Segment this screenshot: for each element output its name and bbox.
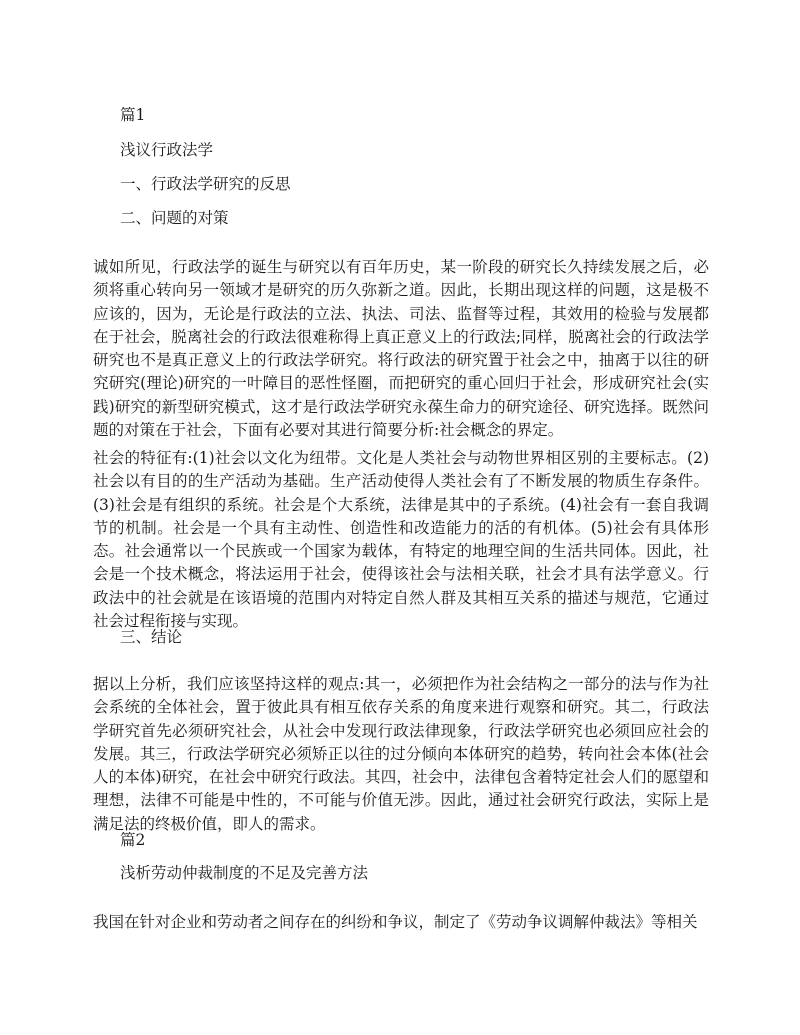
section-heading-1: 一、行政法学研究的反思 [120,175,291,193]
paragraph-2: 社会的特征有:(1)社会以文化为纽带。文化是人类社会与动物世界相区别的主要标志。(2)社会以有目的的生产活动为基础。生产活动使得人类社会有了不断发展的物质生存条件。(3)社会是有组织的系统。社会是个大系统，法律是其中的子系统。(4)社会有一套自我调节的机制。社会是一个具有主动性、创造性和改造能力的活的有机体。(5)社会有具体形态。社会通常以一个民族或一个国家为载体，有特定的地理空间的生活共同体。因此，社会是一个技术概念，将法运用于社会，使得该社会与法相关联，社会才具有法学意义。行政法中的社会就是在该语境的范围内对特定自然人群及其相互关系的描述与规范，它通过社会过程衔接与实现。 [93,449,709,631]
paragraph-3: 据以上分析，我们应该坚持这样的观点:其一，必须把作为社会结构之一部分的法与作为社会系统的全体社会，置于彼此具有相互依存关系的角度来进行观察和研究。其二，行政法学研究首先必须研究社会，从社会中发现行政法律现象，行政法学研究也必须回应社会的发展。其三，行政法学研究必须矫正以往的过分倾向本体研究的趋势，转向社会本体(社会人的本体)研究，在社会中研究行政法。其四，社会中，法律包含着特定社会人们的愿望和理想，法律不可能是中性的，不可能与价值无涉。因此，通过社会研究行政法，实际上是满足法的终极价值，即人的需求。 [93,675,709,833]
part2-title: 浅析劳动仲裁制度的不足及完善方法 [120,864,369,882]
section-heading-2: 二、问题的对策 [120,209,229,227]
part1-title: 浅议行政法学 [120,141,214,159]
part1-heading: 篇1 [120,106,146,124]
part2-heading: 篇2 [120,831,146,849]
paragraph-4: 我国在针对企业和劳动者之间存在的纠纷和争议，制定了《劳动争议调解仲裁法》等相关 [93,913,698,931]
section-heading-3: 三、结论 [120,628,183,646]
paragraph-1: 诚如所见，行政法学的诞生与研究以有百年历史，某一阶段的研究长久持续发展之后，必须将重心转向另一领域才是研究的历久弥新之道。因此，长期出现这样的问题，这是极不应该的，因为，无论是行政法的立法、执法、司法、监督等过程，其效用的检验与发展都在于社会，脱离社会的行政法很难称得上真正意义上的行政法;同样，脱离社会的行政法学研究也不是真正意义上的行政法学研究。将行政法的研究置于社会之中，抽离于以往的研究研究(理论)研究的一叶障目的恶性怪圈，而把研究的重心回归于社会，形成研究社会(实践)研究的新型研究模式，这才是行政法学研究永葆生命力的研究途径、研究选择。既然问题的对策在于社会，下面有必要对其进行简要分析:社会概念的界定。 [93,258,709,440]
